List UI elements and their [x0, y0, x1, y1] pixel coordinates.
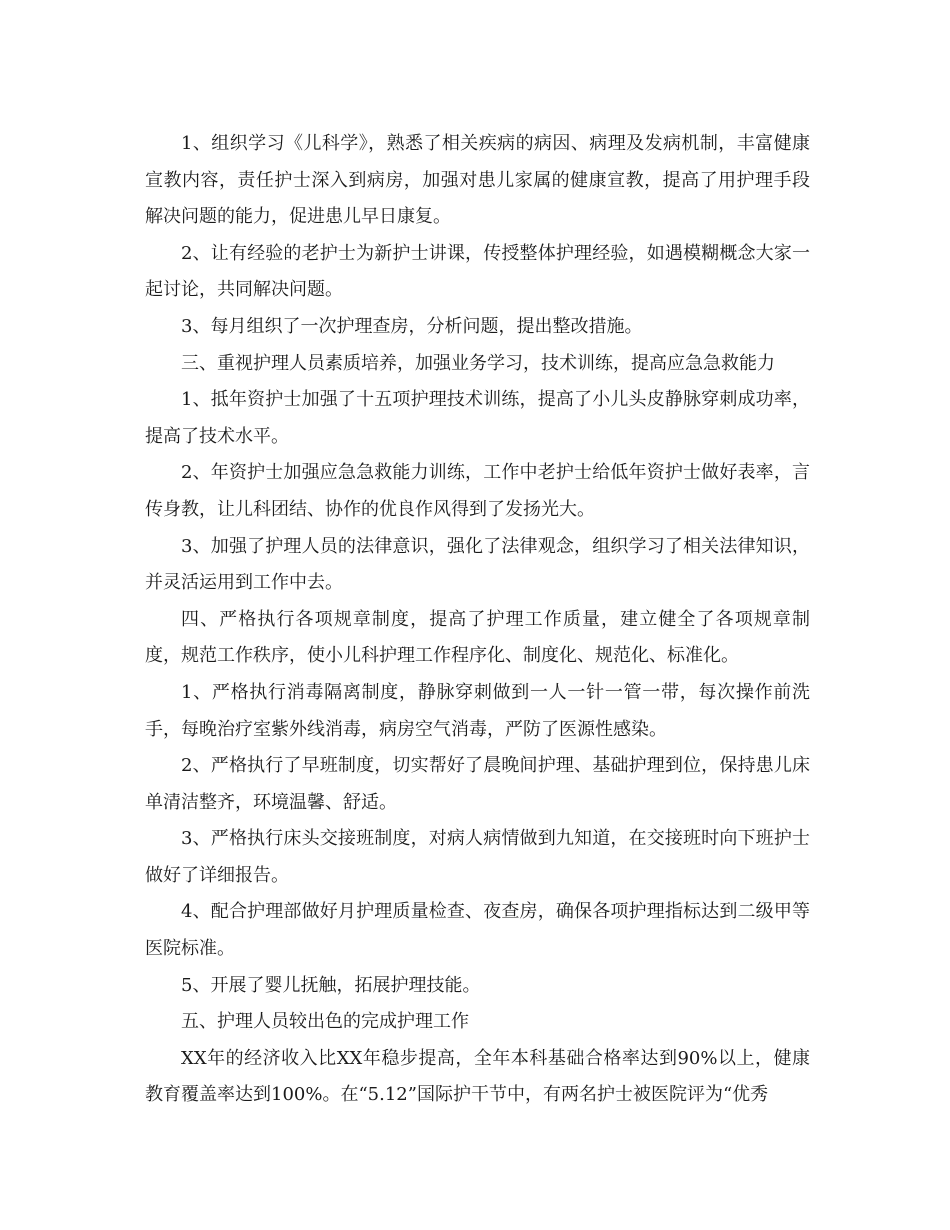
paragraph-technique-training: 1、抵年资护士加强了十五项护理技术训练，提高了小儿头皮静脉穿刺成功率，提高了技术水平。: [145, 389, 810, 447]
section-heading-five: 五、护理人员较出色的完成护理工作: [181, 1011, 469, 1033]
paragraph-handover: 3、严格执行床头交接班制度，对病人病情做到九知道，在交接班时向下班护士做好了详细报告。: [145, 828, 810, 886]
paragraph-monthly-rounds: 3、每月组织了一次护理查房，分析问题，提出整改措施。: [181, 315, 643, 337]
document-body: [145, 126, 810, 1114]
paragraph-legal-awareness: 3、加强了护理人员的法律意识，强化了法律观念，组织学习了相关法律知识，并灵活运用到工作中去。: [145, 535, 810, 594]
section-heading-four: 四、严格执行各项规章制度，提高了护理工作质量，建立健全了各项规章制度，规范工作秩序，使小儿科护理工作程序化、制度化、规范化、标准化。: [145, 608, 810, 667]
paragraph-early-shift: 2、严格执行了早班制度，切实帮好了晨晚间护理、基础护理到位，保持患儿床单清洁整齐，环境温馨、舒适。: [145, 755, 810, 813]
paragraph-study-pediatrics: 1、组织学习《儿科学》，熟悉了相关疾病的病因、病理及发病机制，丰富健康宣教内容，责任护士深入到病房，加强对患儿家属的健康宣教，提高了用护理手段解决问题的能力，促进患儿早日康复。: [145, 133, 810, 228]
section-heading-three: 三、重视护理人员素质培养，加强业务学习，技术训练，提高应急急救能力: [181, 352, 775, 374]
paragraph-senior-nurse-lectures: 2、让有经验的老护士为新护士讲课，传授整体护理经验，如遇模糊概念大家一起讨论，共同解决问题。: [145, 242, 810, 301]
paragraph-infant-touch: 5、开展了婴儿抚触，拓展护理技能。: [181, 974, 481, 996]
paragraph-disinfection: 1、严格执行消毒隔离制度，静脉穿刺做到一人一针一管一带，每次操作前洗手，每晚治疗室紫外线消毒，病房空气消毒，严防了医源性感染。: [145, 681, 810, 740]
paragraph-annual-results: XX年的经济收入比XX年稳步提高，全年本科基础合格率达到90%以上，健康教育覆盖率达到100%。在“5.12”国际护干节中，有两名护士被医院评为“优秀: [145, 1047, 810, 1106]
paragraph-quality-inspection: 4、配合护理部做好月护理质量检查、夜查房，确保各项护理指标达到二级甲等医院标准。: [145, 901, 810, 960]
paragraph-emergency-training: 2、年资护士加强应急急救能力训练，工作中老护士给低年资护士做好表率，言传身教，让儿科团结、协作的优良作风得到了发扬光大。: [145, 462, 810, 520]
